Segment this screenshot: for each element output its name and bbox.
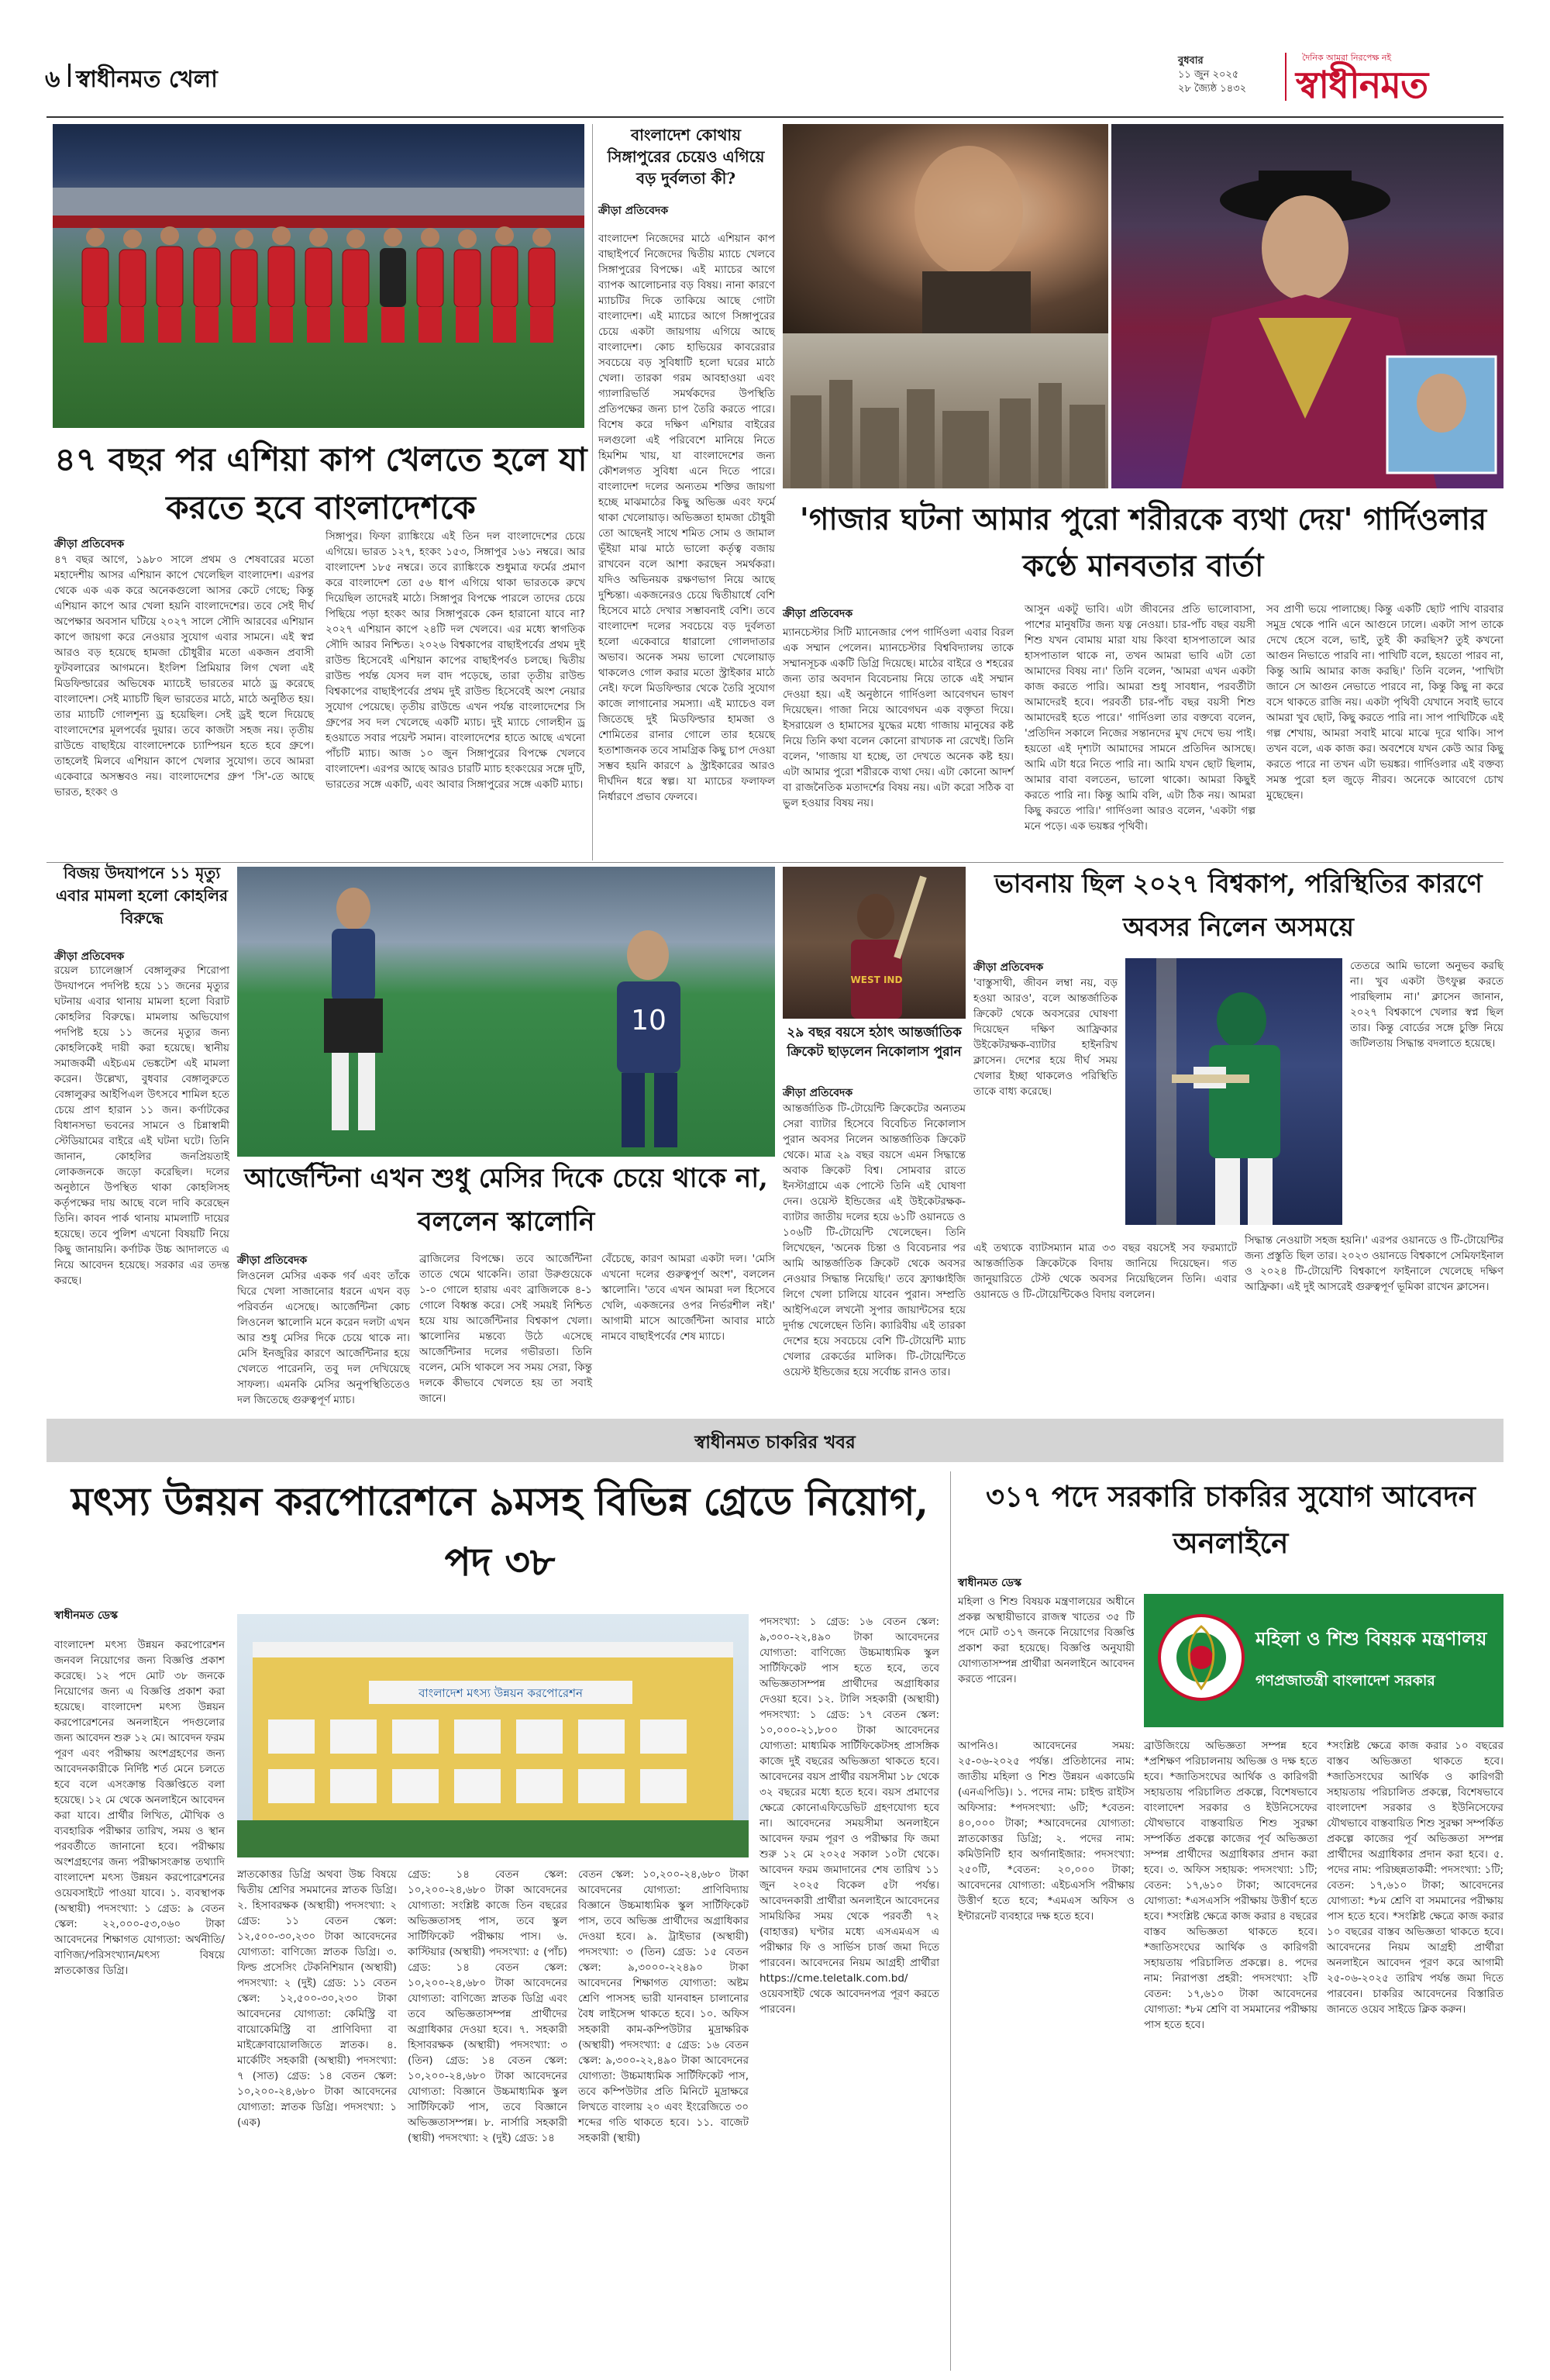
pooran-photo [783, 867, 966, 1019]
asia-cup-body-col2: সিঙ্গাপুর। ফিফা র‍্যাঙ্কিংয়ে এই তিন দল বাংলাদেশের চেয়ে এগিয়ে। ভারত ১২৭, হংকং ১৫৩, সিঙ্গাপুর ১৬১ নম্বরে। আর বাংলাদেশ ১৮৫ নম্বরে। তবে র‍্যাঙ্কিংকে শুধুমাত্র ফর্মের প্রমাণ করে বাংলাদেশ তো ৫৬ ধাপ এগিয়ে থাকা ভারতকে রুখে দিয়েছিল তাদেরই মাঠে। সিঙ্গাপুর বিপক্ষে পারলে তাদের চেয়ে পিছিয়ে পড়া হংকং আর সিঙ্গাপুরকে কেন হারানো যাবে না? ২০২৭ এশিয়ান কাপে ২৪টি দল খেলবে। এর মধ্যে স্বাগতিক সৌদি আরব নিশ্চিত। ২০২৬ বিশ্বকাপের বাছাইপর্বের প্রথম দুই রাউন্ড হিসেবেই এশিয়ান কাপের বাছাইপর্বও চলছে। দ্বিতীয় রাউন্ড পর্যন্ত যেসব দল বাদ পড়েছে, তারা তৃতীয় রাউন্ড বিশ্বকাপের বাছাইপর্বের প্রথম দুই রাউন্ড হিসেবেই অংশ নেয়ার সুযোগ পেয়েছে। তৃতীয় রাউন্ডে এখন পর্যন্ত বাংলাদেশের সি গ্রুপের সব দল খেলেছে একটি ম্যাচ। দুই ম্যাচে গোলহীন ড্র হওয়াতে সবার পয়েন্ট সমান। বাংলাদেশের হাতে আছে এখনো পাঁচটি ম্যাচ। আজ ১০ জুন সিঙ্গাপুরের বিপক্ষে খেলবে বাংলাদেশ। এরপর আছে আরও চারটি ম্যাচ হংকংয়ের সঙ্গে দুটি, ভারতের সঙ্গে একটি, এবং আবার সিঙ্গাপুরের সঙ্গে একটি ম্যাচ। [326, 530, 585, 791]
logo-divider [1285, 53, 1286, 101]
singapore-byline: ক্রীড়া প্রতিবেদক [598, 205, 669, 217]
logo-tagline: দৈনিক আমরা নিরপেক্ষ নই [1302, 53, 1392, 63]
ministry-body-col2: ব্রাউজিংয়ে অভিজ্ঞতা সম্পন্ন হবে *প্রশিক্ষণ পরিচালনায় অভিজ্ঞ ও দক্ষ হতে হবে। *জাতিসংঘের আর্থিক ও কারিগরী সহায়তায় পরিচালিত প্রকল্পে, বিশেষভাবে বাংলাদেশ সরকার ও ইউনিসেফের যৌথভাবে বাস্তবায়িত শিশু সুরক্ষা সম্পর্কিত প্রকল্পে কাজের পূর্ব অভিজ্ঞতা সম্পন্ন প্রার্থীদের অগ্রাধিকার প্রদান করা হবে। ৩. অফিস সহায়ক: পদসংখ্যা: ১টি; বেতন: ১৭,৬১০ টাকা; আবেদনের যোগ্যতা: *এসএসসি পরীক্ষায় উত্তীর্ণ হতে হবে। *সংশ্লিষ্ট ক্ষেত্রে কাজ করার ৪ বছরের বাস্তব অভিজ্ঞতা থাকতে হবে। *জাতিসংঘের আর্থিক ও কারিগরী সহায়তায় পরিচালিত প্রকল্পে। ৪. পদের নাম: নিরাপত্তা প্রহরী: পদসংখ্যা: ২টি বেতন: ১৭,৬১০ টাকা আবেদনের যোগ্যতা: *৮ম শ্রেণি বা সমমানের পরীক্ষায় পাস হতে হবে। [1144, 1740, 1318, 2031]
jobs-column-divider [950, 1471, 951, 2371]
asia-cup-headline: ৪৭ বছর পর এশিয়া কাপ খেলতে হলে যা করতে হবে বাংলাদেশকে [54, 440, 587, 526]
messi-body-col1: লিওনেল মেসির একক গর্ব এবং তাঁকে ঘিরে খেলা সাজানোর ধরনে এখন বড় পরিবর্তন এসেছে। আর্জেন্টিনা কোচ লিওনেল স্কালোনি মনে করেন দলটা এখন আর শুধু মেসির দিকে চেয়ে থাকে না। মেসি ইনজুরির কারণে আর্জেন্টিনার হয়ে খেলতে পারেননি, তবু দল দেখিয়েছে সাফল্য। এমনকি মেসির অনুপস্থিতিতেও দল জিতেছে গুরুত্বপূর্ণ ম্যাচ। [237, 1270, 410, 1406]
svg-text:WEST IND: WEST IND [850, 974, 903, 985]
messi-body-col3: বেঁচেছে, কারণ আমরা একটা দল। 'মেসি এখনো দলের গুরুত্বপূর্ণ অংশ', বললেন স্কালোনি। 'তবে এখন আমরা দল হিসেবে খেলি, একজনের ওপর নির্ভরশীল নই।' আগামী মাসে আর্জেন্টিনা আবার মাঠে নামবে বাছাইপর্বের শেষ ম্যাচে। [601, 1253, 775, 1343]
ministry-banner-subtitle: গণপ্রজাতন্ত্রী বাংলাদেশ সরকার [1256, 1672, 1435, 1689]
ministry-byline: স্বাধীনমত ডেস্ক [958, 1577, 1022, 1589]
messi-body-col2: ব্রাজিলের বিপক্ষে। তবে আর্জেন্টিনা তাতে থেমে থাকেনি। তারা উরুগুয়েকে ১-০ গোলে হারায় এবং ব্রাজিলকে ৪-১ গোলে বিধ্বস্ত করে। সেই সময়ই নিশ্চিত হয়ে যায় আর্জেন্টিনার বিশ্বকাপ খেলা। স্কালোনির মন্তব্যে উঠে এসেছে আর্জেন্টিনার দলের গভীরতা। তিনি বলেন, মেসি থাকলে সব সময় সেরা, কিন্তু দলকে কীভাবে খেলতে হয় তা সবাই জানে। [419, 1253, 592, 1405]
messi-headline: আর্জেন্টিনা এখন শুধু মেসির দিকে চেয়ে থাকে না, বললেন স্কালোনি [244, 1163, 768, 1237]
asia-cup-body-col1: ৪৭ বছর আগে, ১৯৮০ সালে প্রথম ও শেষবারের মতো মহাদেশীয় আসর এশিয়ান কাপে খেলেছিল বাংলাদেশ। এরপর থেকে এক এক করে অনেকগুলো আসর কেটে গেছে; কিন্তু এশিয়ান কাপে আর খেলা হয়নি বাংলাদেশের। তবে সেই দীর্ঘ অপেক্ষার অবসান ঘটিয়ে ২০২৭ সালে সৌদি আরবের এশিয়ান কাপে জায়গা করে নেওয়ার সুযোগ এবার সামনে। এই স্বপ্ন আরও বড় হয়েছে হামজা চৌধুরীর মতো একজন প্রবাসী ফুটবলারের আগমনে। ইংলিশ প্রিমিয়ার লিগ খেলা এই মিডফিল্ডারের অভিষেক ম্যাচেই ভারতের মাঠে ড্র করেছে বাংলাদেশ। সেই ম্যাচটি ছিল ভারতের মাঠে, মাঠে অনুষ্ঠিত হয়। তার ম্যাচটি গোলশূন্য ড্র হয়েছিল। সেই ড্রই হুলে দিয়েছে বাংলাদেশের মূলপর্বের দুয়ার। তবে কাজটা সহজ নয়। তৃতীয় রাউন্ডে বাছাইয়ে বাংলাদেশকে চ্যাম্পিয়ন হতে হবে গ্রুপে। তাহলেই মিলবে এশিয়ান কাপে খেলার সুযোগ। তবে আমরা একেবারে অসম্ভবও নয়। বাংলাদেশের গ্রুপ 'সি'-তে আছে ভারত, হংকং ও [54, 554, 314, 799]
scaloni-messi-photo [237, 867, 775, 1157]
klaasen-body-col2: তেতরে আমি ভালো অনুভব করছি না। খুব একটা উৎফুল্ল করতে পারছিলাম না।' ক্লাসেন জানান, ২০২৭ বিশ্বকাপে খেলার স্বপ্ন ছিল তার। কিন্তু বোর্ডের সঙ্গে চুক্তি নিয়ে জটিলতায় সিদ্ধান্ত বদলাতে হয়েছে। [1350, 960, 1504, 1050]
ministry-banner-title: মহিলা ও শিশু বিষয়ক মন্ত্রণালয় [1256, 1628, 1487, 1650]
bangladesh-emblem-icon [1158, 1614, 1245, 1701]
column-divider [592, 124, 593, 861]
klaasen-headline: ভাবনায় ছিল ২০২৭ বিশ্বকাপ, পরিস্থিতির কারণে অবসর নিলেন অসময়ে [994, 868, 1483, 942]
klaasen-body-col3: এই তথ্যকে ব্যাটসম্যান মাত্র ৩৩ বছর বয়সেই সব ফরম্যাটে আন্তর্জাতিক ক্রিকেটকে বিদায় জানিয়ে দিয়েছেন। গত জানুয়ারিতে টেস্ট থেকে অবসর নিয়েছিলেন তিনি। এবার ওয়ানডে ও টি-টোয়েন্টিকেও বিদায় বললেন। [973, 1242, 1237, 1301]
page-number-divider [68, 64, 71, 87]
section-title: স্বাধীনমত খেলা [76, 66, 218, 93]
jobs-section-title: স্বাধীনমত চাকরির খবর [694, 1433, 856, 1453]
pooran-body: আন্তর্জাতিক টি-টোয়েন্টি ক্রিকেটের অন্যতম সেরা ব্যাটার হিসেবে বিবেচিত নিকোলাস পুরান অবসর নিলেন আন্তর্জাতিক ক্রিকেট থেকে। মাত্র ২৯ বছর বয়সে এমন সিদ্ধান্তে অবাক ক্রিকেট বিশ্ব। সোমবার রাতে ইনস্টাগ্রামে এক পোস্টে তিনি এই ঘোষণা দেন। ওয়েস্ট ইন্ডিজের এই উইকেটরক্ষক-ব্যাটার জাতীয় দলের হয়ে ৬১টি ওয়ানডে ও ১০৬টি টি-টোয়েন্টি খেলেছেন। তিনি লিখেছেন, 'অনেক চিন্তা ও বিবেচনার পর আমি আন্তর্জাতিক ক্রিকেট থেকে অবসর নেওয়ার সিদ্ধান্ত নিয়েছি।' তবে ফ্র্যাঞ্চাইজি লিগে খেলা চালিয়ে যাবেন পুরান। সম্প্রতি আইপিএলে লখনৌ সুপার জায়ান্টসের হয়ে দুর্দান্ত খেলেছেন তিনি। ক্যারিবীয় এই তারকা দেশের হয়ে সবচেয়ে বেশি টি-টোয়েন্টি ম্যাচ খেলার রেকর্ডের মালিক। টি-টোয়েন্টিতে ওয়েস্ট ইন্ডিজের হয়ে সর্বোচ্চ রানও তার। [783, 1102, 966, 1378]
singapore-body: বাংলাদেশ নিজেদের মাঠে এশিয়ান কাপ বাছাইপর্বে নিজেদের দ্বিতীয় ম্যাচে খেলবে সিঙ্গাপুরের বিপক্ষে। এই ম্যাচের আগে ব্যাপক আলোচনার বড় বিষয়। নানা কারণে ম্যাচটির দিকে তাকিয়ে আছে গোটা বাংলাদেশ। এই ম্যাচের আগে সিঙ্গাপুরের চেয়ে একটা জায়গায় এগিয়ে আছে বাংলাদেশ। কোচ হাভিয়ের কাবরেরার সবচেয়ে বড় সুবিধাটি হলো ঘরের মাঠে খেলা। তারকা গরম আবহাওয়া এবং গ্যালারিভর্তি সমর্থকদের উপস্থিতি প্রতিপক্ষের জন্য চাপ তৈরি করতে পারে। বিশেষ করে দক্ষিণ এশিয়ার বাইরের দলগুলো এই পরিবেশে মানিয়ে নিতে হিমশিম খায়, যা বাংলাদেশের জন্য কৌশলগত সুবিধা এনে দিতে পারে। বাংলাদেশ দলের অন্যতম শক্তির জায়গা হচ্ছে মাঝমাঠের কিছু অভিজ্ঞ এবং ফর্মে থাকা খেলোয়াড়। অভিজ্ঞতা হামজা চৌধুরী তো আছেনই সাথে শমিত সোম ও জামাল ভূঁইয়া মাঝ মাঠে ভালো কর্তৃত্ব বজায় রাখবেন বলে আশা করছেন সমর্থকরা। যদিও অভিনয়ক রক্ষণভাগ নিয়ে আছে দুশ্চিন্তা। একজনেরও চেয়ে দ্বিতীয়ার্ধে বেশি হিসেবে মাঠে দেখার সম্ভাবনাই বেশি। তবে বাংলাদেশ দলের সবচেয়ে বড় দুর্বলতা হলো একেবারে ধারালো গোলদাতার অভাব। অনেক সময় ভালো খেলোয়াড় থাকলেও গোল করার মতো স্ট্রাইকার মাঠে নেই। ফলে মিডফিল্ডার থেকে তৈরি সুযোগ কাজে লাগানোর সমস্যা। এই ম্যাচেও বল জিতেছে দুই মিডফিল্ডার হামজা ও শোমিতের রানার গোলে তার হয়েছে হতাশাজনক তবে সামগ্রিক কিছু চাপ দেওয়া সম্ভব হয়নি কারণে ৯ স্ট্রাইকারের আরও দীর্ঘদিন ধরে স্বল্প। যা ম্যাচের ফলাফল নির্ধারণে প্রভাব ফেলবে। [598, 233, 775, 803]
page-number: ৬ [45, 66, 60, 93]
ministry-headline: ৩১৭ পদে সরকারি চাকরির সুযোগ আবেদন অনলাইনে [986, 1479, 1476, 1560]
fish-corp-byline: স্বাধীনমত ডেস্ক [54, 1609, 119, 1622]
asia-cup-byline: ক্রীড়া প্রতিবেদক [54, 538, 125, 550]
guardiola-body-col1: ম্যানচেস্টার সিটি ম্যানেজার পেপ গার্দিওলা এবার বিরল এক সম্মান পেলেন। ম্যানচেস্টার বিশ্ববিদ্যালয় তাকে সম্মানসূচক একটি ডিগ্রি দিয়েছে। মাঠের বাইরে ও শহরের জন্য তার অবদান বিবেচনায় নিয়ে তাকে এই সম্মান দেওয়া হয়। এই অনুষ্ঠানে গার্দিওলা আবেগঘন ভাষণ দিয়েছেন। গাজা নিয়ে আবেগঘন এক বক্তৃতা দিয়ে। ইসরায়েল ও হামাসের যুদ্ধের মধ্যে গাজায় মানুষের কষ্ট নিয়ে তিনি কথা বলেন কোনো রাখঢাক না রেখেই। তিনি বলেন, 'গাজায় যা হচ্ছে, তা দেখতে অনেক কষ্ট হয়। এটা আমার পুরো শরীরকে ব্যথা দেয়। এটা কোনো আদর্শ বা রাজনৈতিক মতাদর্শের বিষয় নয়। এটা করো সঠিক বা ভুল হওয়ার বিষয় নয়। [783, 626, 1014, 809]
guardiola-ceremony-photo [1111, 124, 1504, 488]
ministry-banner [1144, 1594, 1504, 1727]
kohli-byline: ক্রীড়া প্রতিবেদক [54, 950, 125, 963]
klaasen-body-col4: সিদ্ধান্ত নেওয়াটা সহজ হয়নি।' এরপর ওয়ানডে ও টি-টোয়েন্টির জন্য প্রস্তুতি ছিল তার। ২০২৩ ওয়ানডে বিশ্বকাপে সেমিফাইনাল ও ২০২৪ টি-টোয়েন্টি বিশ্বকাপে ফাইনালে খেলেছে দক্ষিণ আফ্রিকা। এই দুই আসরেই গুরুত্বপূর্ণ ভূমিকা রাখেন ক্লাসেন। [1245, 1234, 1504, 1293]
kohli-headline: বিজয় উদযাপনে ১১ মৃত্যু এবার মামলা হলো কোহলির বিরুদ্ধে [55, 864, 229, 927]
date-block [1178, 54, 1279, 96]
fish-corp-building-photo [237, 1614, 749, 1857]
fish-corp-body-col5: পদসংখ্যা: ১ গ্রেড: ১৬ বেতন স্কেল: ৯,৩০০-২২,৪৯০ টাকা আবেদনের যোগ্যতা: বাণিজ্যে উচ্চমাধ্যমিক স্কুল সার্টিফিকেট পাস হতে হবে, তবে অভিজ্ঞতাসম্পন্ন প্রার্থীদের অগ্রাধিকার দেওয়া হবে। ১২. টালি সহকারী (অস্থায়ী) পদসংখ্যা: ১ গ্রেড: ১৭ বেতন স্কেল: ১০,০০০-২১,৮০০ টাকা আবেদনের যোগ্যতা: মাধ্যমিক সার্টিফিকেটসহ প্রাসঙ্গিক কাজে দুই বছরের অভিজ্ঞতা থাকতে হবে। আবেদনের বয়স প্রার্থীর বয়সসীমা ১৮ থেকে ৩২ বছরের মধ্যে হতে হবে। বয়স প্রমাণের ক্ষেত্রে কোনোএফিডেভিট গ্রহণযোগ্য হবে না। আবেদনের সময়সীমা অনলাইনে আবেদন ফরম পূরণ ও পরীক্ষার ফি জমা শুরু ১২ মে ২০২৫ সকাল ১০টা থেকে। আবেদন ফরম জমাদানের শেষ তারিখ ১১ জুন ২০২৫ বিকেল ৫টা পর্যন্ত। আবেদনকারী প্রার্থীরা অনলাইনে আবেদনের সাময়িকির সময় থেকে পরবর্তী ৭২ (বাহাত্তর) ঘণ্টার মধ্যে এসএমএস এ পরীক্ষার ফি ও সার্ভিস চার্জ জমা দিতে পারবেন। আবেদনের নিয়ম আগ্রহী প্রার্থীরা https://cme.teletalk.com.bd/ ওয়েবসাইট থেকে আবেদনপত্র পূরণ করতে পারবেন। [760, 1616, 939, 2016]
gaza-ruins-photo [783, 333, 1108, 488]
ministry-body-col3: *সংশ্লিষ্ট ক্ষেত্রে কাজ করার ১০ বছরের বাস্তব অভিজ্ঞতা থাকতে হবে। *জাতিসংঘের আর্থিক ও কারিগরী সহায়তায় পরিচালিত প্রকল্পে, বিশেষভাবে বাংলাদেশ সরকার ও ইউনিসেফের যৌথভাবে বাস্তবায়িত শিশু সুরক্ষা সম্পর্কিত প্রকল্পে কাজের পূর্ব অভিজ্ঞতা সম্পন্ন প্রার্থীদের অগ্রাধিকার প্রদান করা হবে। ৫. পদের নাম: পরিচ্ছন্নতাকর্মী: পদসংখ্যা: ১টি; বেতন: ১৭,৬১০ টাকা; আবেদনের যোগ্যতা: *৮ম শ্রেণি বা সমমানের পরীক্ষায় পাস হতে হবে। *সংশ্লিষ্ট ক্ষেত্রে কাজ করার ১০ বছরের বাস্তব অভিজ্ঞতা থাকতে হবে। আবেদনের নিয়ম আগ্রহী প্রার্থীরা অনলাইনে আবেদন পূরণ করে আগামী ২৫-০৬-২০২৫ তারিখ পর্যন্ত জমা দিতে পারবেন। চাকরির আবেদনের বিস্তারিত জানতে ওয়েব সাইডে ক্লিক করুন। [1327, 1740, 1504, 2016]
klaasen-photo [1125, 958, 1342, 1225]
guardiola-byline: ক্রীড়া প্রতিবেদক [783, 608, 853, 620]
bangladesh-team-photo [53, 124, 584, 428]
ministry-body-col1: আপনিও। আবেদনের সময়: ২৫-০৬-২০২৫ পর্যন্ত। প্রতিষ্ঠানের নাম: জাতীয় মহিলা ও শিশু উন্নয়ন একাডেমি (এনএপিডি)। ১. পদের নাম: চাইল্ড রাইটস অফিসার: *পদসংখ্যা: ৬টি; *বেতন: ৪০,০০০ টাকা; *আবেদনের যোগ্যতা: স্নাতকোত্তর ডিগ্রি; ২. পদের নাম: কমিউনিটি হাব অর্গানাইজার: পদসংখ্যা: ২৫০টি, *বেতন: ২০,০০০ টাকা; আবেদনের যোগ্যতা: এইচএসসি পরীক্ষায় উত্তীর্ণ হতে হবে; *এমএস অফিস ও ইন্টারনেট ব্যবহারে দক্ষ হতে হবে। [958, 1740, 1135, 1923]
guardiola-close-photo [783, 124, 1108, 333]
guardiola-headline: 'গাজার ঘটনা আমার পুরো শরীরকে ব্যথা দেয়' গার্দিওলার কণ্ঠে মানবতার বার্তা [799, 502, 1487, 584]
pooran-headline: ২৯ বছর বয়সে হঠাৎ আন্তর্জাতিক ক্রিকেট ছাড়লেন নিকোলাস পুরান [787, 1025, 962, 1060]
klaasen-body-col1: 'বাস্তুসাথী, জীবন লম্বা নয়, বড় হওয়া আরও', বলে আন্তর্জাতিক ক্রিকেট থেকে অবসরের ঘোষণা দিয়েছেন দক্ষিণ আফ্রিকার উইকেটরক্ষক-ব্যাটার হাইনরিখ ক্লাসেন। দেশের হয়ে দীর্ঘ সময় খেলার ইচ্ছা থাকলেও পরিস্থিতি তাকে বাধ্য করেছে। [973, 977, 1118, 1098]
masthead [0, 0, 1550, 124]
building-sign: বাংলাদেশ মৎস্য উন্নয়ন করপোরেশন [418, 1686, 583, 1700]
jobs-section-bar [46, 1419, 1504, 1462]
klaasen-byline: ক্রীড়া প্রতিবেদক [973, 961, 1044, 974]
ministry-intro: মহিলা ও শিশু বিষয়ক মন্ত্রণালয়ের অধীনে প্রকল্প অস্থায়ীভাবে রাজস্ব খাতের ৩৫ টি পদে মোট ৩১৭ জনকে নিয়োগের বিজ্ঞপ্তি প্রকাশ করা হয়েছে। বিজ্ঞপ্তি অনুযায়ী যোগ্যতাসম্পন্ন প্রার্থীরা অনলাইনে আবেদন করতে পারেন। [958, 1595, 1135, 1685]
kohli-body: রয়েল চ্যালেঞ্জার্স বেঙ্গালুরুর শিরোপা উদযাপনে পদপিষ্ট হয়ে ১১ জনের মৃত্যুর ঘটনায় এবার থানায় মামলা হলো বিরাট কোহলির বিরুদ্ধে। মামলায় অভিযোগ পদপিষ্ট হয়ে ১১ জনের মৃত্যুর জন্য কোহলিকেই দায়ী করা হয়েছে। স্থানীয় সমাজকর্মী এইচএম ভেঙ্কটেশ এই মামলা করেন। উল্লেখ্য, বুধবার বেঙ্গালুরুতে বেঙ্গালুরুর আইপিএল উৎসবে শামিল হতে চেয়ে প্রাণ হারান ১১ জন। কর্ণাটকের বিধানসভা ভবনের সামনে ও চিন্নাস্বামী স্টেডিয়ামের বাইরে এই ঘটনা ঘটে। তিনি জানান, কোহলির জনপ্রিয়তাই লোকজনকে জড়ো করেছিল। দলের অনুষ্ঠানে উপস্থিত থাকা কোহলিসহ কর্তৃপক্ষের দায় আছে বলে দাবি করেছেন তিনি। কাবন পার্ক থানায় মামলাটি দায়ের হয়েছে। তবে পুলিশ এখনো বিষয়টি নিয়ে কিছু জানায়নি। কর্ণাটক উচ্চ আদালতে এ নিয়ে আবেদন হয়েছে। সরকার এর তদন্ত করছে। [54, 964, 229, 1287]
fish-corp-body-col3: গ্রেড: ১৪ বেতন স্কেল: ১০,২০০-২৪,৬৮০ টাকা আবেদনের যোগ্যতা: সংশ্লিষ্ট কাজে তিন বছরের অভিজ্ঞতাসহ পাস, তবে স্কুল সার্টিফিকেট পরীক্ষায় পাস। ৬. কাস্টিয়ার (অস্থায়ী) পদসংখ্যা: ৫ (পাঁচ) গ্রেড: ১৪ বেতন স্কেল: ১০,২০০-২৪,৬৮০ টাকা আবেদনের যোগ্যতা: বাণিজ্যে স্নাতক ডিগ্রি এবং তবে অভিজ্ঞতাসম্পন্ন প্রার্থীদের অগ্রাধিকার দেওয়া হবে। ৭. সহকারী হিসাবরক্ষক (অস্থায়ী) পদসংখ্যা: ৩ (তিন) গ্রেড: ১৪ বেতন স্কেল: ১০,২০০-২৪,৬৮০ টাকা আবেদনের যোগ্যতা: বিজ্ঞানে উচ্চমাধ্যমিক স্কুল সার্টিফিকেট পাস, তবে বিজ্ঞানে অভিজ্ঞতাসম্পন্ন। ৮. নার্সারি সহকারী (স্থায়ী) পদসংখ্যা: ২ (দুই) গ্রেড: ১৪ [408, 1868, 567, 2144]
svg-text:10: 10 [631, 1005, 666, 1037]
guardiola-body-col2: আসুন একটু ভাবি। এটা জীবনের প্রতি ভালোবাসা, পাশের মানুষটির জন্য যত্ন নেওয়া। চার-পাঁচ বছর বয়সী শিশু যখন বোমায় মারা যায় কিংবা হাসপাতালে আর হাসপাতাল থাকে না, তখন আমরা ভাবি এটা তো আমাদের বিষয় না।' তিনি বলেন, 'আমরা এখন একটা কাজ করতে পারি। আমরা শুধু সাবধান, পরবর্তীটা আমাদেরই হবে। পরবর্তী চার-পাঁচ বছর বয়সী শিশু আমাদেরই হতে পারে।' গার্দিওলা তার বক্তব্যে বলেন, 'প্রতিদিন সকালে নিজের সন্তানদের মুখ দেখে ভয় পাই। হয়তো এই দৃশ্যটা আমাদের সামনে প্রতিদিন আসছে। আমি এটা ধরে নিতে পারি না। আমি যখন ছোট ছিলাম, আমার বাবা বলতেন, ভালো থাকো। আমরা কিছুই করতে পারি না। কিন্তু আমি বলি, এটা ঠিক নয়। আমরা কিছু করতে পারি।' গার্দিওলা আরও বলেন, 'একটা গল্প মনে পড়ে। এক ভয়ঙ্কর পৃথিবী। [1025, 603, 1256, 833]
singapore-headline: বাংলাদেশ কোথায় সিঙ্গাপুরের চেয়েও এগিয়ে বড় দুর্বলতা কী? [607, 126, 765, 188]
masthead-rule [46, 116, 1504, 118]
date-english: ১১ জুন ২০২৫ [1178, 69, 1239, 81]
fish-corp-headline: মৎস্য উন্নয়ন করপোরেশনে ৯মসহ বিভিন্ন গ্রেডে নিয়োগ, পদ ৩৮ [71, 1478, 929, 1585]
guardiola-body-col3: সব প্রাণী ভয়ে পালাচ্ছে। কিন্তু একটি ছোট পাখি বারবার সমুদ্র থেকে পানি এনে আগুনে ঢালে। একটা সাপ তাকে দেখে হেসে বলে, ভাই, তুই কী করছিস? তুই কখনো আগুন নিভাতে পারবি না। পাখিটি বলে, হয়তো পারব না, কিন্তু আমি আমার কাজ করছি।' তিনি বলেন, 'পাখিটা জানে সে আগুন নেভাতে পারবে না, কিন্তু কিছু না করে বসে থাকতে রাজি নয়। একটা পৃথিবী যেখানে সবাই ভাবে আমরা খুব ছোট, কিছু করতে পারি না। সাপ পাখিটিকে এই গল্প শেখায়, আমরা সবাই মাঝে মাঝে দূরে থাকি। সাপ তখন বলে, এক কাজ কর। অবশেষে যখন কেউ আর কিছু করতে পারে না তখন এটা ভয়ঙ্কর। গার্দিওলার এই বক্তব্য সমস্ত পুরো হল জুড়ে নীরব। অনেকে আবেগে চোখ মুছেছেন। [1266, 603, 1504, 802]
pooran-byline: ক্রীড়া প্রতিবেদক [783, 1087, 853, 1099]
fish-corp-body-col2: স্নাতকোত্তর ডিগ্রি অথবা উচ্চ বিষয়ে দ্বিতীয় শ্রেণির সমমানের স্নাতক ডিগ্রি। ২. হিসাবরক্ষক (অস্থায়ী) পদসংখ্যা: ২ গ্রেড: ১১ বেতন স্কেল: ১২,৫০০-৩০,২৩০ টাকা আবেদনের যোগ্যতা: বাণিজ্যে স্নাতক ডিগ্রি। ৩. ফিল্ড প্রসেসিং টেকনিশিয়ান (অস্থায়ী) পদসংখ্যা: ২ (দুই) গ্রেড: ১১ বেতন স্কেল: ১২,৫০০-৩০,২৩০ টাকা আবেদনের যোগ্যতা: কেমিস্ট্রি বা বায়োকেমিস্ট্রি বা প্রাণিবিদ্যা বা মাইক্রোবায়োলজিতে স্নাতক। ৪. মার্কেটিং সহকারী (অস্থায়ী) পদসংখ্যা: ৭ (সাত) গ্রেড: ১৪ বেতন স্কেল: ১০,২০০-২৪,৬৮০ টাকা আবেদনের যোগ্যতা: স্নাতক ডিগ্রি। পদসংখ্যা: ১ (এক) [237, 1868, 397, 2129]
fish-corp-body-col1: বাংলাদেশ মৎস্য উন্নয়ন করপোরেশন জনবল নিয়োগের জন্য বিজ্ঞপ্তি প্রকাশ করেছে। ১২ পদে মোট ৩৮ জনকে নিয়োগের জন্য এ বিজ্ঞপ্তি প্রকাশ করা হয়েছে। বাংলাদেশ মৎস্য উন্নয়ন করপোরেশনের অনলাইনে পদগুলোর জন্য আবেদন শুরু ১২ মে। আবেদন ফরম পূরণ এবং পরীক্ষায় অংশগ্রহণের জন্য আবেদনকারীকে নির্দিষ্ট শর্ত মেনে চলতে হবে বলে এসংক্রান্ত বিজ্ঞপ্তিতে বলা হয়েছে। ১২ মে থেকে অনলাইনে আবেদন করা যাবে। প্রার্থীর লিখিত, মৌখিক ও ব্যবহারিক পরীক্ষার তারিখ, সময় ও স্থান পরবর্তীতে জানানো হবে। পরীক্ষায় অংশগ্রহণের জন্য পরীক্ষাসংক্রান্ত তথ্যাদি বাংলাদেশ মৎস্য উন্নয়ন করপোরেশনের ওয়েবসাইটে পাওয়া যাবে। ১. ব্যবস্থাপক (অস্থায়ী) পদসংখ্যা: ১ গ্রেড: ৯ বেতন স্কেল: ২২,০০০-৫৩,০৬০ টাকা আবেদনের শিক্ষাগত যোগ্যতা: অর্থনীতি/বাণিজ্য/পরিসংখ্যান/মৎস্য বিষয়ে স্নাতকোত্তর ডিগ্রি। [54, 1639, 225, 1977]
newspaper-logo: স্বাধীনমত [1296, 64, 1428, 107]
date-day: বুধবার [1178, 55, 1204, 67]
date-bangla: ২৮ জ্যৈষ্ঠ ১৪৩২ [1178, 83, 1247, 95]
messi-byline: ক্রীড়া প্রতিবেদক [237, 1254, 308, 1267]
fish-corp-body-col4: বেতন স্কেল: ১০,২০০-২৪,৬৮০ টাকা আবেদনের যোগ্যতা: প্রাণিবিদ্যায় বিজ্ঞানে উচ্চমাধ্যমিক স্কুল সার্টিফিকেট পাস, তবে অভিজ্ঞ প্রার্থীদের অগ্রাধিকার দেওয়া হবে। ৯. ট্রাইভার (অস্থায়ী) পদসংখ্যা: ৩ (তিন) গ্রেড: ১৫ বেতন স্কেল: ৯,৩০০০-২২৪৯০ টাকা আবেদনের শিক্ষাগত যোগ্যতা: অষ্টম শ্রেণি পাসসহ ভারী যানবাহন চালানোর বৈধ লাইসেন্স থাকতে হবে। ১০. অফিস সহকারী কাম-কম্পিউটার মুদ্রাক্ষরিক (অস্থায়ী) পদসংখ্যা: ৫ গ্রেড: ১৬ বেতন স্কেল: ৯,৩০০-২২,৪৯০ টাকা আবেদনের যোগ্যতা: উচ্চমাধ্যমিক সার্টিফিকেট পাস, তবে কম্পিউটার প্রতি মিনিটে মুদ্রাক্ষরে লিখতে বাংলায় ২০ এবং ইংরেজিতে ৩০ শব্দের গতি থাকতে হবে। ১১. বাজেট সহকারী (স্থায়ী) [578, 1868, 749, 2144]
